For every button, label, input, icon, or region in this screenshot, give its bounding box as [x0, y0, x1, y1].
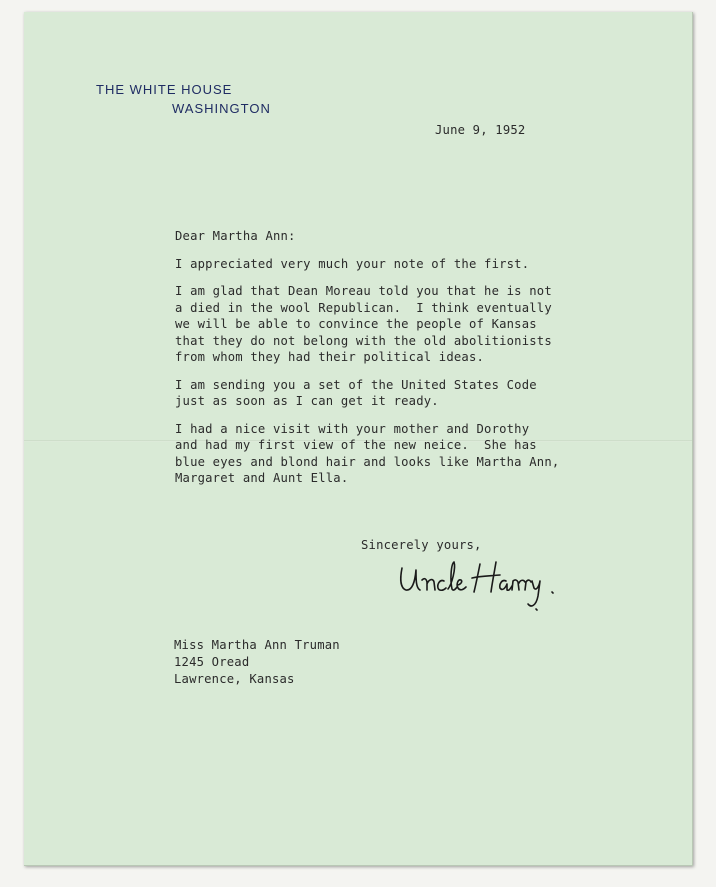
letter-paper — [24, 12, 693, 866]
paragraph-4: I had a nice visit with your mother and Dorothy and had my first view of the new neice. She has blue eyes and blond hair and looks like Martha Ann, Margaret and Aunt Ella. — [175, 421, 560, 485]
paragraph-2: I am glad that Dean Moreau told you that he is not a died in the wool Republican. I think eventually we will be able to convince the people of Kansas that they do not belong with the old abolitionists from whom they had their political ideas. — [175, 284, 552, 364]
letter-body — [175, 228, 559, 498]
handwritten-signature — [396, 554, 576, 614]
letterhead-title: THE WHITE HOUSE — [96, 82, 233, 97]
salutation: Dear Martha Ann: — [175, 229, 296, 243]
letter-date: June 9, 1952 — [435, 123, 526, 137]
recipient-street: 1245 Oread — [174, 655, 250, 669]
closing: Sincerely yours, — [361, 538, 482, 552]
recipient-name: Miss Martha Ann Truman — [174, 638, 340, 652]
letterhead-city: WASHINGTON — [172, 101, 271, 116]
recipient-city: Lawrence, Kansas — [174, 672, 295, 686]
recipient-address — [174, 637, 340, 688]
paragraph-1: I appreciated very much your note of the first. — [175, 256, 530, 271]
paragraph-3: I am sending you a set of the United States Code just as soon as I can get it ready. — [175, 377, 537, 408]
